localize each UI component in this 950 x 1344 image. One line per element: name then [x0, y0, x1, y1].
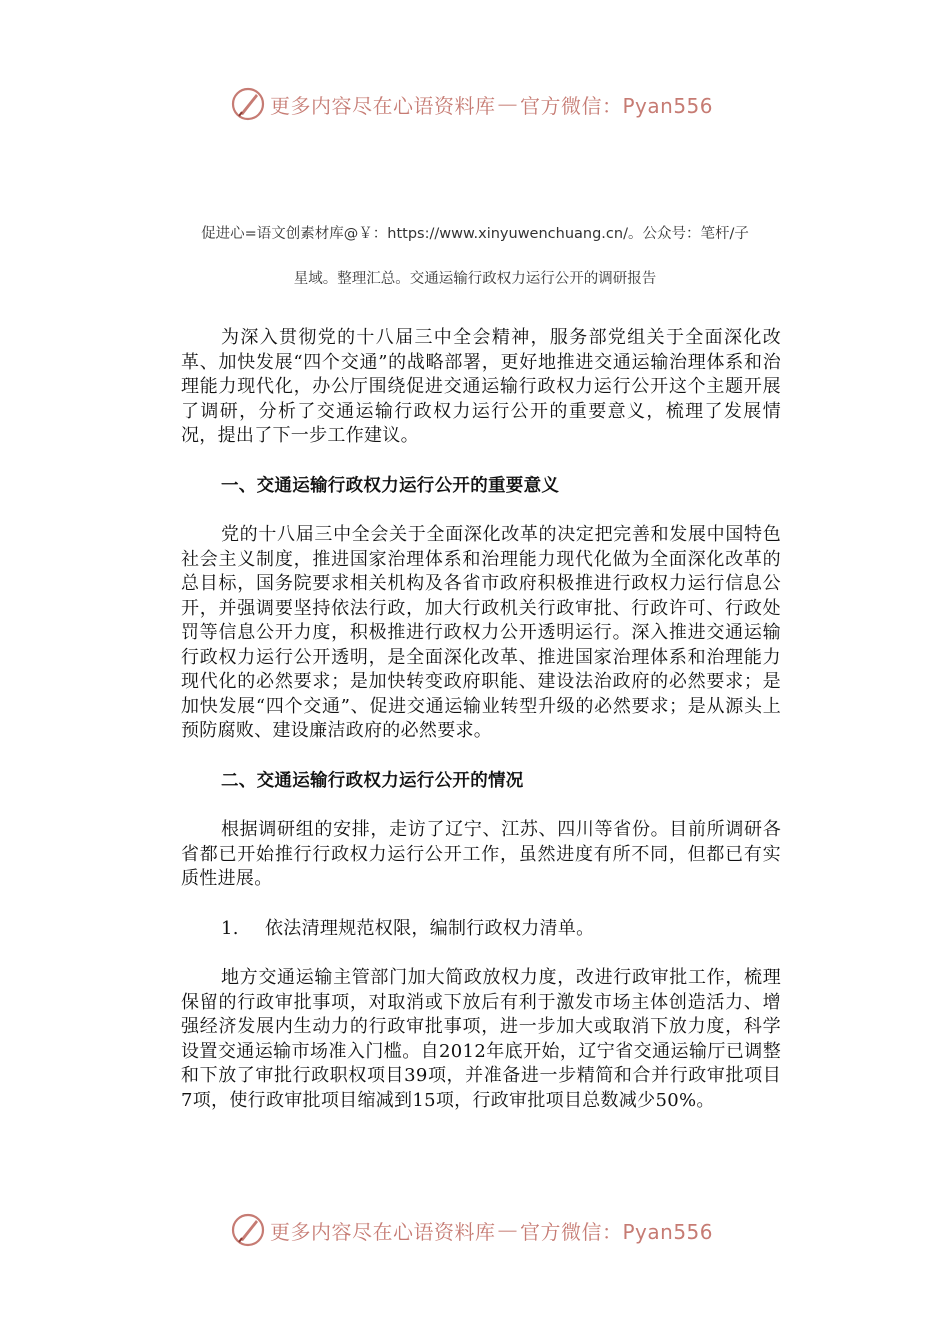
list-item-number: 1.: [221, 917, 239, 939]
header-line-1: 促进心=语文创素材库@￥：https://www.xinyuwenchuang.cn/。公众号：笔杆/子: [201, 226, 749, 242]
watermark-dash: —: [497, 92, 518, 116]
document-body: [181, 326, 781, 1138]
header-line-2: 星域。整理汇总。交通运输行政权力运行公开的调研报告: [293, 271, 657, 287]
section-2-heading: 二、交通运输行政权力运行公开的情况: [221, 770, 524, 791]
list-item-1: [221, 917, 781, 942]
section-1-heading: 一、交通运输行政权力运行公开的重要意义: [221, 475, 560, 496]
quill-logo-icon: [230, 1212, 266, 1248]
quill-logo-icon: [230, 86, 266, 122]
watermark-dash: —: [497, 1218, 518, 1242]
watermark-contact: 官方微信：Pyan556: [520, 93, 714, 118]
watermark-banner-bottom: [230, 1210, 790, 1250]
watermark-text: 更多内容尽在心语资料库: [270, 1219, 496, 1244]
watermark-contact: 官方微信：Pyan556: [520, 1219, 714, 1244]
intro-paragraph: 为深入贯彻党的十八届三中全会精神，服务部党组关于全面深化改革、加快发展“四个交通”的战略部署，更好地推进交通运输治理体系和治理能力现代化，办公厅围绕促进交通运输行政权力运行公开这个主题开展了调研，分析了交通运输行政权力运行公开的重要意义，梳理了发展情况，提出了下一步工作建议。: [181, 327, 781, 446]
section-1-paragraph: 党的十八届三中全会关于全面深化改革的决定把完善和发展中国特色社会主义制度，推进国家治理体系和治理能力现代化做为全面深化改革的总目标，国务院要求相关机构及各省市政府积极推进行政权力运行信息公开，并强调要坚持依法行政，加大行政机关行政审批、行政许可、行政处罚等信息公开力度，积极推进行政权力公开透明运行。深入推进交通运输行政权力运行公开透明，是全面深化改革、推进国家治理体系和治理能力现代化的必然要求；是加快转变政府职能、建设法治政府的必然要求；是加快发展“四个交通”、促进交通运输业转型升级的必然要求；是从源头上预防腐败、建设廉洁政府的必然要求。: [181, 524, 781, 741]
item-1-detail-paragraph: 地方交通运输主管部门加大简政放权力度，改进行政审批工作，梳理保留的行政审批事项，对取消或下放后有利于激发市场主体创造活力、增强经济发展内生动力的行政审批事项，进一步加大或取消下放力度，科学设置交通运输市场准入门槛。自2012年底开始，辽宁省交通运输厅已调整和下放了审批行政职权项目39项，并准备进一步精简和合并行政审批项目7项，使行政审批项目缩减到15项，行政审批项目总数减少50%。: [181, 967, 781, 1111]
watermark-text: 更多内容尽在心语资料库: [270, 93, 496, 118]
section-2-paragraph: 根据调研组的安排，走访了辽宁、江苏、四川等省份。目前所调研各省都已开始推行行政权力运行公开工作，虽然进度有所不同，但都已有实质性进展。: [181, 819, 781, 889]
watermark-banner-top: [230, 84, 790, 124]
list-item-text: 依法清理规范权限，编制行政权力清单。: [265, 917, 595, 939]
